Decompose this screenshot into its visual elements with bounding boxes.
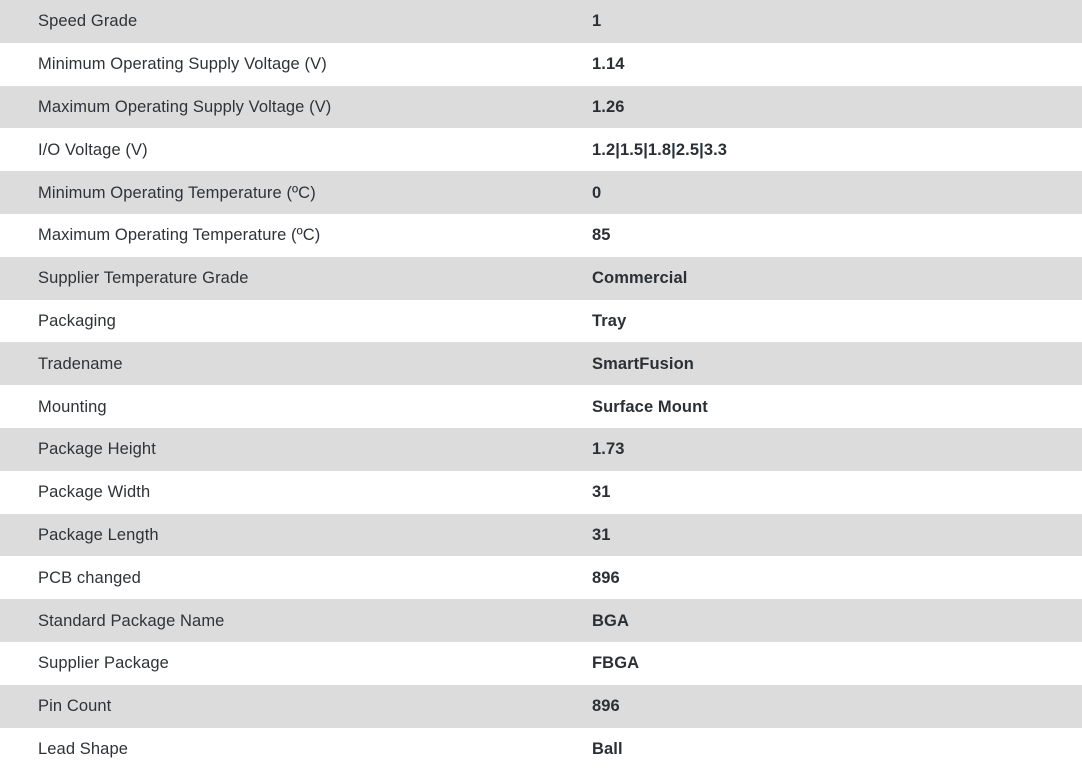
spec-value: 896 [592, 568, 620, 587]
table-row [0, 300, 1082, 343]
table-row [0, 728, 1082, 770]
table-row [0, 642, 1082, 685]
spec-label: Mounting [38, 397, 107, 416]
spec-value: BGA [592, 611, 629, 630]
spec-label: Package Height [38, 440, 156, 459]
table-row [0, 214, 1082, 257]
spec-value: 31 [592, 483, 611, 502]
spec-label: Supplier Temperature Grade [38, 269, 249, 288]
table-row [0, 128, 1082, 171]
table-row [0, 257, 1082, 300]
spec-value: 1.14 [592, 55, 625, 74]
table-row [0, 556, 1082, 599]
spec-value: FBGA [592, 654, 640, 673]
spec-value: 0 [592, 183, 602, 202]
table-row [0, 471, 1082, 514]
spec-label: Standard Package Name [38, 611, 225, 630]
table-row [0, 514, 1082, 557]
spec-value: 1.2|1.5|1.8|2.5|3.3 [592, 140, 728, 159]
table-row [0, 86, 1082, 129]
table-row [0, 385, 1082, 428]
spec-label: PCB changed [38, 568, 141, 587]
spec-label: Supplier Package [38, 654, 169, 673]
spec-value: 896 [592, 697, 620, 716]
table-row [0, 171, 1082, 214]
spec-value: 1.73 [592, 440, 625, 459]
table-row [0, 428, 1082, 471]
spec-label: Pin Count [38, 697, 112, 716]
spec-label: Speed Grade [38, 12, 138, 31]
spec-value: Commercial [592, 269, 688, 288]
spec-label: Maximum Operating Supply Voltage (V) [38, 97, 332, 116]
spec-label: Minimum Operating Temperature (ºC) [38, 183, 316, 202]
spec-label: Packaging [38, 311, 116, 330]
table-row [0, 342, 1082, 385]
table-row [0, 599, 1082, 642]
spec-value: Surface Mount [592, 397, 708, 416]
table-row [0, 0, 1082, 43]
table-row [0, 43, 1082, 86]
spec-label: Package Width [38, 483, 151, 502]
spec-label: Maximum Operating Temperature (ºC) [38, 226, 321, 245]
table-row [0, 685, 1082, 728]
spec-label: Package Length [38, 525, 159, 544]
spec-label: Minimum Operating Supply Voltage (V) [38, 55, 327, 74]
spec-value: 31 [592, 525, 611, 544]
spec-label: Tradename [38, 354, 123, 373]
spec-value: 1.26 [592, 97, 625, 116]
spec-value: Tray [592, 311, 627, 330]
spec-value: SmartFusion [592, 354, 694, 373]
spec-value: 85 [592, 226, 611, 245]
spec-label: I/O Voltage (V) [38, 140, 148, 159]
spec-value: 1 [592, 12, 602, 31]
spec-value: Ball [592, 739, 623, 758]
spec-label: Lead Shape [38, 739, 129, 758]
